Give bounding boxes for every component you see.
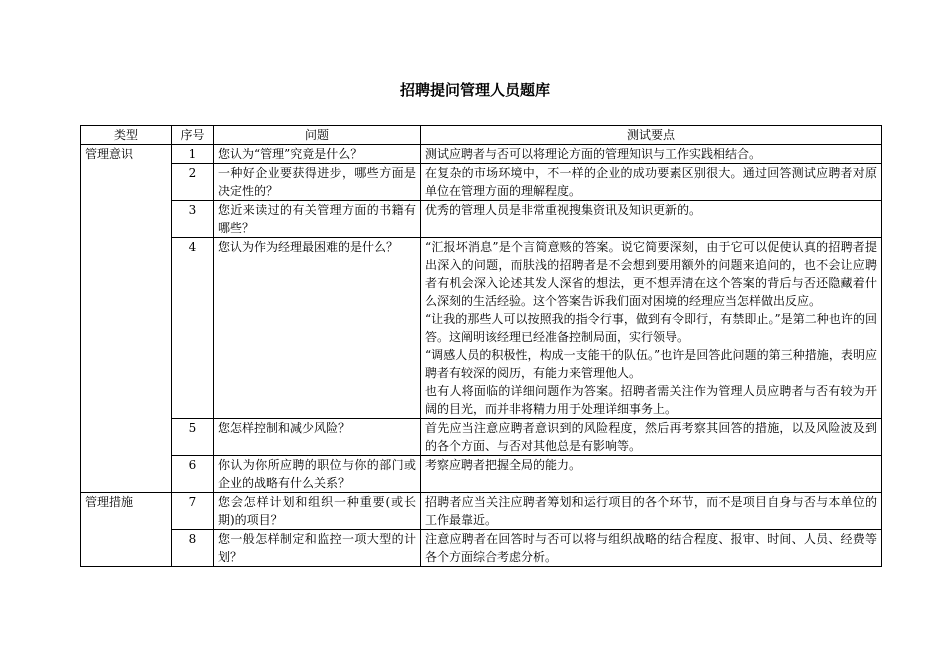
table-row — [81, 419, 882, 456]
points-cell — [421, 493, 882, 530]
header-points: 测试要点 — [421, 126, 882, 145]
category-cell: 管理措施 — [81, 493, 172, 567]
points-paragraph: “汇报坏消息”是个言简意赅的答案。说它简要深刻，由于它可以促使认真的招聘者提出深入的问题，而肤浅的招聘者是不会想到要用额外的问题来追问的，也不会让应聘者有机会深入论述其发人深省的想法，更不想弄清在这个答案的背后与否还隐藏着什么深刻的生活经验。这个答案告诉我们面对困境的经理应当怎样做出反应。 — [425, 240, 877, 308]
table-row — [81, 145, 882, 164]
question-cell: 您近来读过的有关管理方面的书籍有哪些？ — [214, 201, 421, 238]
table-row — [81, 456, 882, 493]
category-cell: 管理意识 — [81, 145, 172, 493]
row-number: 2 — [172, 164, 214, 201]
row-number: 8 — [172, 530, 214, 567]
row-number: 5 — [172, 419, 214, 456]
points-paragraph: 注意应聘者在回答时与否可以将与组织战略的结合程度、报审、时间、人员、经费等各个方面综合考虑分析。 — [425, 532, 877, 564]
question-cell: 你认为你所应聘的职位与你的部门或企业的战略有什么关系？ — [214, 456, 421, 493]
row-number: 6 — [172, 456, 214, 493]
points-cell — [421, 145, 882, 164]
table-row — [81, 238, 882, 419]
points-paragraph: 招聘者应当关注应聘者筹划和运行项目的各个环节，而不是项目自身与否与本单位的工作最靠近。 — [425, 495, 877, 527]
row-number: 4 — [172, 238, 214, 419]
points-paragraph: 考察应聘者把握全局的能力。 — [425, 458, 582, 472]
points-paragraph: 测试应聘者与否可以将理论方面的管理知识与工作实践相结合。 — [425, 147, 762, 161]
table-row — [81, 164, 882, 201]
header-type: 类型 — [81, 126, 172, 145]
points-cell — [421, 201, 882, 238]
points-paragraph: 也有人将面临的详细问题作为答案。招聘者需关注作为管理人员应聘者与否有较为开阔的目光，而并非将精力用于处理详细事务上。 — [425, 384, 877, 416]
points-paragraph: 优秀的管理人员是非常重视搜集资讯及知识更新的。 — [425, 203, 702, 217]
points-paragraph: “让我的那些人可以按照我的指令行事，做到有令即行，有禁即止。”是第二种也许的回答。这阐明该经理已经准备控制局面，实行领导。 — [425, 312, 877, 344]
table-row — [81, 493, 882, 530]
question-cell: 您认为“管理”究竟是什么？ — [214, 145, 421, 164]
points-cell — [421, 419, 882, 456]
header-index: 序号 — [172, 126, 214, 145]
question-cell: 您怎样控制和减少风险？ — [214, 419, 421, 456]
question-cell: 您一般怎样制定和监控一项大型的计划？ — [214, 530, 421, 567]
points-cell — [421, 238, 882, 419]
page-title: 招聘提问管理人员题库 — [399, 81, 550, 99]
row-number: 7 — [172, 493, 214, 530]
table-header-row — [81, 126, 882, 145]
row-number: 1 — [172, 145, 214, 164]
question-bank-table — [80, 125, 882, 567]
question-cell: 您认为作为经理最困难的是什么？ — [214, 238, 421, 419]
question-cell: 一种好企业要获得进步，哪些方面是决定性的？ — [214, 164, 421, 201]
points-cell — [421, 164, 882, 201]
points-paragraph: 首先应当注意应聘者意识到的风险程度，然后再考察其回答的措施，以及风险波及到的各个方面、与否对其他总是有影响等。 — [425, 421, 877, 453]
points-paragraph: 在复杂的市场环境中，不一样的企业的成功要素区别很大。通过回答测试应聘者对原单位在管理方面的理解程度。 — [425, 166, 877, 198]
table-row — [81, 201, 882, 238]
points-cell — [421, 530, 882, 567]
points-cell — [421, 456, 882, 493]
row-number: 3 — [172, 201, 214, 238]
points-paragraph: “调感人员的积极性，构成一支能干的队伍。”也许是回答此问题的第三种措施，表明应聘者有较深的阅历，有能力来管理他人。 — [425, 348, 877, 380]
table-row — [81, 530, 882, 567]
question-cell: 您会怎样计划和组织一种重要(或长期)的项目？ — [214, 493, 421, 530]
header-question: 问题 — [214, 126, 421, 145]
